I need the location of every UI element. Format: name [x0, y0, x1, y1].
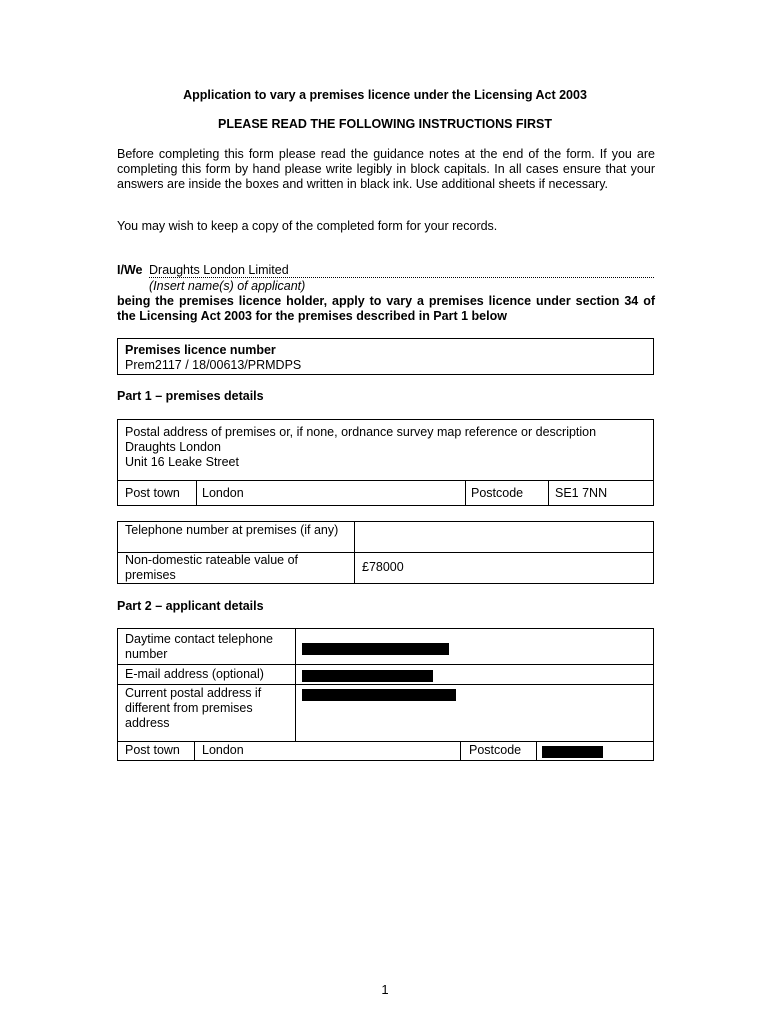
applicant-postcode-label: Postcode [469, 743, 522, 757]
divider [465, 480, 466, 505]
divider [548, 480, 549, 505]
divider [295, 629, 296, 741]
applicant-post-town-label: Post town [125, 743, 180, 757]
keep-copy-note: You may wish to keep a copy of the completed form for your records. [117, 219, 498, 233]
divider [118, 664, 653, 665]
email-label: E-mail address (optional) [125, 667, 264, 681]
premises-address-line2: Unit 16 Leake Street [125, 455, 239, 469]
postcode-label: Postcode [471, 486, 524, 500]
redacted-address [302, 689, 456, 701]
rateable-value: £78000 [362, 560, 404, 574]
divider [118, 684, 653, 685]
divider [196, 480, 197, 505]
premises-details-table [117, 521, 654, 584]
daytime-phone-label: Daytime contact telephone number [125, 632, 274, 661]
postcode-value: SE1 7NN [555, 486, 608, 500]
divider [194, 741, 195, 760]
licence-number-value: Prem2117 / 18/00613/PRMDPS [125, 358, 302, 372]
post-town-label: Post town [125, 486, 180, 500]
applicant-declaration: being the premises licence holder, apply to vary a premises licence under section 34 of the Licensing Act 2003 for the premises described in Part 1 below [117, 294, 655, 323]
premises-address-box [117, 419, 654, 506]
applicant-name: Draughts London Limited [149, 263, 289, 277]
post-town-value: London [202, 486, 244, 500]
form-title: Application to vary a premises licence under the Licensing Act 2003 [183, 88, 587, 102]
applicant-prefix: I/We [117, 263, 143, 277]
address-divider [118, 480, 653, 481]
telephone-label: Telephone number at premises (if any) [125, 523, 339, 537]
postal-address-label: Current postal address if different from premises address [125, 686, 262, 730]
redacted-phone [302, 643, 449, 655]
applicant-details-table [117, 628, 654, 761]
divider [460, 741, 461, 760]
redacted-postcode [542, 746, 603, 758]
applicant-name-underline [149, 277, 654, 278]
part2-heading: Part 2 – applicant details [117, 599, 264, 613]
licence-number-box [117, 338, 654, 375]
premises-address-line1: Draughts London [125, 440, 221, 454]
intro-paragraph: Before completing this form please read the guidance notes at the end of the form. If you are completing this form by hand please write legibly in block capitals. In all cases ensure that your answers are inside the boxes and written in black ink. Use additional sheets if necessary. [117, 147, 655, 191]
rateable-value-label: Non-domestic rateable value of premises [125, 553, 299, 582]
divider [536, 741, 537, 760]
applicant-post-town-value: London [202, 743, 244, 757]
part1-heading: Part 1 – premises details [117, 389, 264, 403]
redacted-email [302, 670, 433, 682]
applicant-name-hint: (Insert name(s) of applicant) [149, 279, 306, 293]
premises-address-label: Postal address of premises or, if none, ordnance survey map reference or description [125, 425, 597, 439]
page-number: 1 [381, 982, 389, 997]
divider [118, 741, 653, 742]
instructions-heading: PLEASE READ THE FOLLOWING INSTRUCTIONS FIRST [217, 117, 553, 131]
licence-number-label: Premises licence number [125, 343, 276, 357]
